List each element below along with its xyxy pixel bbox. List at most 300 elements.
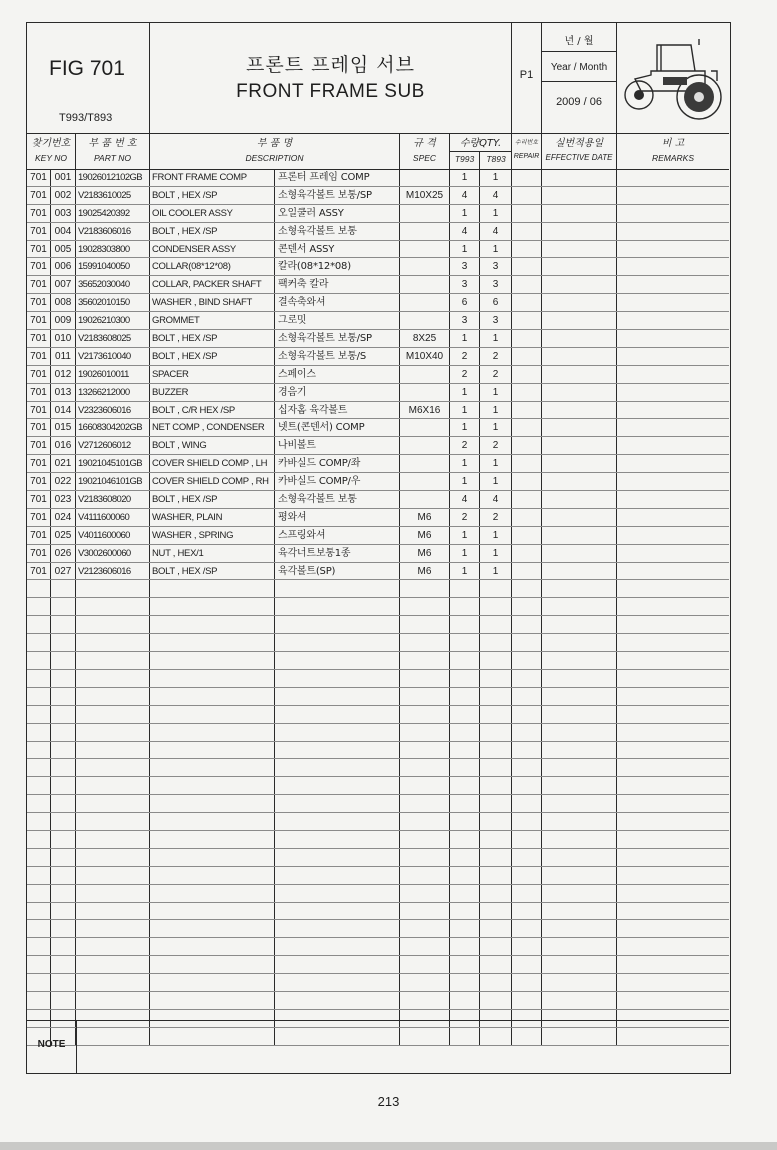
empty-table-row	[27, 580, 729, 598]
row-key-no	[51, 813, 76, 830]
row-spec	[400, 312, 450, 329]
row-spec	[400, 241, 450, 258]
row-description-en: BUZZER	[150, 384, 275, 401]
divider	[542, 51, 616, 52]
row-repair	[512, 795, 542, 812]
row-remarks	[617, 241, 729, 258]
row-remarks	[617, 974, 729, 991]
row-repair	[512, 706, 542, 723]
empty-table-row	[27, 706, 729, 724]
row-qty-t893	[480, 742, 512, 759]
table-row	[27, 455, 729, 473]
row-effective-date	[542, 938, 617, 955]
row-fig-no: 701	[27, 473, 51, 490]
row-effective-date	[542, 437, 617, 454]
row-fig-no: 701	[27, 169, 51, 186]
row-qty-t993: 1	[450, 241, 480, 258]
row-effective-date	[542, 831, 617, 848]
row-remarks	[617, 473, 729, 490]
row-qty-t993	[450, 759, 480, 776]
row-qty-t993: 6	[450, 294, 480, 311]
row-description-en	[150, 652, 275, 669]
row-fig-no: 701	[27, 402, 51, 419]
row-description-en: COVER SHIELD COMP , RH	[150, 473, 275, 490]
row-fig-no	[27, 903, 51, 920]
row-qty-t893	[480, 885, 512, 902]
row-qty-t993	[450, 724, 480, 741]
row-effective-date	[542, 205, 617, 222]
row-remarks	[617, 813, 729, 830]
row-key-no	[51, 742, 76, 759]
row-qty-t993	[450, 849, 480, 866]
row-repair	[512, 455, 542, 472]
empty-table-row	[27, 742, 729, 760]
row-fig-no: 701	[27, 276, 51, 293]
row-qty-t893: 1	[480, 419, 512, 436]
row-description-ko: 경음기	[275, 384, 400, 401]
row-description-ko	[275, 795, 400, 812]
row-description-ko	[275, 759, 400, 776]
row-qty-t993	[450, 885, 480, 902]
row-spec	[400, 795, 450, 812]
row-remarks	[617, 724, 729, 741]
row-effective-date	[542, 545, 617, 562]
row-spec	[400, 169, 450, 186]
row-qty-t893: 1	[480, 563, 512, 580]
col-description	[150, 133, 400, 169]
row-description-en	[150, 992, 275, 1009]
row-spec	[400, 223, 450, 240]
row-remarks	[617, 419, 729, 436]
row-spec	[400, 491, 450, 508]
row-spec: M6	[400, 509, 450, 526]
empty-table-row	[27, 992, 729, 1010]
row-description-en: WASHER , SPRING	[150, 527, 275, 544]
row-part-no: V2323606016	[76, 402, 150, 419]
row-description-ko: 육각볼트(SP)	[275, 563, 400, 580]
empty-table-row	[27, 759, 729, 777]
row-qty-t993	[450, 580, 480, 597]
row-repair	[512, 205, 542, 222]
row-qty-t893: 4	[480, 223, 512, 240]
row-spec	[400, 903, 450, 920]
empty-table-row	[27, 831, 729, 849]
row-part-no: 35602010150	[76, 294, 150, 311]
row-key-no: 009	[51, 312, 76, 329]
row-qty-t993	[450, 831, 480, 848]
row-spec: M10X40	[400, 348, 450, 365]
row-effective-date	[542, 402, 617, 419]
row-spec	[400, 366, 450, 383]
table-row	[27, 527, 729, 545]
fig-number: FIG 701	[49, 57, 125, 80]
row-effective-date	[542, 330, 617, 347]
row-repair	[512, 974, 542, 991]
col-spec-en: SPEC	[412, 153, 437, 163]
row-remarks	[617, 348, 729, 365]
row-spec	[400, 294, 450, 311]
col-qty	[450, 133, 512, 169]
col-part-no	[76, 133, 150, 169]
row-repair	[512, 616, 542, 633]
row-effective-date	[542, 742, 617, 759]
row-part-no	[76, 903, 150, 920]
row-fig-no: 701	[27, 294, 51, 311]
row-effective-date	[542, 616, 617, 633]
row-effective-date	[542, 688, 617, 705]
row-part-no	[76, 974, 150, 991]
row-description-ko: 칼라(08*12*08)	[275, 258, 400, 275]
row-fig-no	[27, 670, 51, 687]
parts-list-sheet	[26, 22, 731, 1074]
row-spec	[400, 455, 450, 472]
col-repair-en: REPAIR	[513, 153, 540, 160]
col-remarks-ko: 비 고	[661, 138, 685, 149]
row-part-no: 19021045101GB	[76, 455, 150, 472]
row-effective-date	[542, 491, 617, 508]
row-qty-t993	[450, 903, 480, 920]
row-spec	[400, 634, 450, 651]
row-qty-t993: 2	[450, 366, 480, 383]
row-repair	[512, 688, 542, 705]
row-repair	[512, 903, 542, 920]
row-qty-t993	[450, 956, 480, 973]
row-spec	[400, 992, 450, 1009]
row-description-ko	[275, 974, 400, 991]
row-description-en	[150, 634, 275, 651]
row-key-no	[51, 920, 76, 937]
row-spec	[400, 831, 450, 848]
table-row	[27, 491, 729, 509]
row-part-no: V4011600060	[76, 527, 150, 544]
row-key-no: 006	[51, 258, 76, 275]
row-description-en	[150, 795, 275, 812]
row-description-ko: 소형육각볼트 보통	[275, 223, 400, 240]
row-qty-t893	[480, 634, 512, 651]
row-part-no: V2183610025	[76, 187, 150, 204]
row-remarks	[617, 437, 729, 454]
row-part-no: 13266212000	[76, 384, 150, 401]
row-effective-date	[542, 473, 617, 490]
row-qty-t993	[450, 742, 480, 759]
row-description-ko	[275, 616, 400, 633]
row-repair	[512, 384, 542, 401]
empty-table-row	[27, 956, 729, 974]
row-repair	[512, 670, 542, 687]
row-qty-t993	[450, 867, 480, 884]
row-repair	[512, 330, 542, 347]
col-repair	[512, 133, 542, 169]
row-fig-no	[27, 706, 51, 723]
row-description-en: GROMMET	[150, 312, 275, 329]
row-part-no	[76, 652, 150, 669]
empty-table-row	[27, 670, 729, 688]
table-row	[27, 312, 729, 330]
row-key-no	[51, 777, 76, 794]
row-remarks	[617, 330, 729, 347]
row-key-no	[51, 795, 76, 812]
row-remarks	[617, 903, 729, 920]
row-key-no	[51, 849, 76, 866]
row-fig-no	[27, 992, 51, 1009]
row-remarks	[617, 777, 729, 794]
row-part-no: 19025420392	[76, 205, 150, 222]
row-spec	[400, 849, 450, 866]
table-row	[27, 205, 729, 223]
row-qty-t993: 1	[450, 563, 480, 580]
row-fig-no	[27, 759, 51, 776]
row-remarks	[617, 670, 729, 687]
row-part-no	[76, 706, 150, 723]
row-key-no: 027	[51, 563, 76, 580]
row-fig-no: 701	[27, 223, 51, 240]
empty-table-row	[27, 724, 729, 742]
col-part-no-ko: 부 품 번 호	[88, 138, 137, 149]
page-cell	[512, 23, 542, 133]
row-repair	[512, 724, 542, 741]
row-effective-date	[542, 312, 617, 329]
row-qty-t993: 1	[450, 419, 480, 436]
row-part-no: V2712606012	[76, 437, 150, 454]
row-description-ko: 소형육각볼트 보통/S	[275, 348, 400, 365]
row-description-ko	[275, 938, 400, 955]
col-key-no-ko: 찾기번호	[31, 138, 71, 149]
row-key-no	[51, 903, 76, 920]
row-description-ko: 콘덴서 ASSY	[275, 241, 400, 258]
row-description-en	[150, 688, 275, 705]
row-repair	[512, 992, 542, 1009]
col-spec-ko: 규 격	[413, 138, 436, 149]
row-description-en: BOLT , C/R HEX /SP	[150, 402, 275, 419]
row-key-no: 011	[51, 348, 76, 365]
row-remarks	[617, 527, 729, 544]
row-effective-date	[542, 634, 617, 651]
row-repair	[512, 241, 542, 258]
row-repair	[512, 545, 542, 562]
row-effective-date	[542, 348, 617, 365]
row-qty-t993: 4	[450, 491, 480, 508]
row-fig-no	[27, 634, 51, 651]
row-qty-t893: 2	[480, 509, 512, 526]
row-spec	[400, 920, 450, 937]
row-repair	[512, 402, 542, 419]
row-spec	[400, 742, 450, 759]
row-fig-no: 701	[27, 205, 51, 222]
row-part-no	[76, 867, 150, 884]
row-qty-t893	[480, 831, 512, 848]
row-description-en	[150, 777, 275, 794]
row-effective-date	[542, 419, 617, 436]
row-spec	[400, 670, 450, 687]
row-qty-t993: 1	[450, 473, 480, 490]
row-remarks	[617, 956, 729, 973]
row-effective-date	[542, 384, 617, 401]
row-key-no: 014	[51, 402, 76, 419]
row-remarks	[617, 598, 729, 615]
row-spec	[400, 706, 450, 723]
row-remarks	[617, 312, 729, 329]
row-fig-no: 701	[27, 187, 51, 204]
row-description-en	[150, 724, 275, 741]
row-remarks	[617, 366, 729, 383]
table-row	[27, 169, 729, 187]
row-key-no	[51, 670, 76, 687]
row-effective-date	[542, 187, 617, 204]
row-spec	[400, 205, 450, 222]
row-remarks	[617, 563, 729, 580]
row-qty-t893: 4	[480, 491, 512, 508]
row-qty-t993: 4	[450, 223, 480, 240]
row-remarks	[617, 759, 729, 776]
row-spec	[400, 867, 450, 884]
row-key-no: 022	[51, 473, 76, 490]
row-remarks	[617, 849, 729, 866]
row-qty-t993	[450, 598, 480, 615]
row-qty-t893: 3	[480, 312, 512, 329]
row-qty-t993	[450, 616, 480, 633]
row-description-ko	[275, 706, 400, 723]
row-spec	[400, 974, 450, 991]
row-repair	[512, 652, 542, 669]
row-effective-date	[542, 527, 617, 544]
note-label: NOTE	[27, 1021, 77, 1074]
row-part-no: 19021046101GB	[76, 473, 150, 490]
row-part-no	[76, 616, 150, 633]
row-fig-no: 701	[27, 545, 51, 562]
row-description-en: BOLT , WING	[150, 437, 275, 454]
row-spec	[400, 437, 450, 454]
row-qty-t893	[480, 598, 512, 615]
row-part-no: V4111600060	[76, 509, 150, 526]
row-effective-date	[542, 885, 617, 902]
col-qty-title-cell	[450, 133, 511, 152]
row-effective-date	[542, 777, 617, 794]
row-description-en: NET COMP , CONDENSER	[150, 419, 275, 436]
row-effective-date	[542, 169, 617, 186]
row-qty-t893: 4	[480, 187, 512, 204]
row-qty-t993	[450, 813, 480, 830]
row-description-ko	[275, 885, 400, 902]
row-effective-date	[542, 366, 617, 383]
row-qty-t893: 1	[480, 455, 512, 472]
col-part-no-en: PART NO	[94, 153, 131, 163]
row-key-no: 003	[51, 205, 76, 222]
table-row	[27, 563, 729, 581]
table-row	[27, 366, 729, 384]
row-fig-no: 701	[27, 330, 51, 347]
empty-table-row	[27, 849, 729, 867]
row-spec	[400, 813, 450, 830]
row-remarks	[617, 652, 729, 669]
row-qty-t993	[450, 938, 480, 955]
row-key-no	[51, 616, 76, 633]
row-description-ko	[275, 742, 400, 759]
table-row	[27, 223, 729, 241]
row-spec: M6	[400, 545, 450, 562]
row-qty-t993: 3	[450, 276, 480, 293]
row-part-no	[76, 920, 150, 937]
row-spec	[400, 777, 450, 794]
title-cell	[150, 23, 512, 133]
row-repair	[512, 813, 542, 830]
row-fig-no	[27, 831, 51, 848]
row-qty-t893: 6	[480, 294, 512, 311]
row-part-no	[76, 580, 150, 597]
row-qty-t893: 2	[480, 366, 512, 383]
note-section	[27, 1020, 729, 1074]
row-qty-t893	[480, 974, 512, 991]
row-description-en	[150, 831, 275, 848]
row-description-en: SPACER	[150, 366, 275, 383]
row-key-no: 016	[51, 437, 76, 454]
row-key-no: 025	[51, 527, 76, 544]
title-english: FRONT FRAME SUB	[236, 81, 425, 102]
row-remarks	[617, 509, 729, 526]
row-spec: M6X16	[400, 402, 450, 419]
row-remarks	[617, 294, 729, 311]
row-qty-t993: 1	[450, 330, 480, 347]
row-remarks	[617, 580, 729, 597]
row-effective-date	[542, 992, 617, 1009]
row-spec	[400, 258, 450, 275]
col-qty-t893-label: T893	[486, 154, 506, 164]
row-key-no: 002	[51, 187, 76, 204]
row-description-ko: 결속축와셔	[275, 294, 400, 311]
row-description-en	[150, 956, 275, 973]
row-qty-t893	[480, 724, 512, 741]
row-effective-date	[542, 652, 617, 669]
row-effective-date	[542, 849, 617, 866]
row-effective-date	[542, 903, 617, 920]
row-part-no	[76, 956, 150, 973]
row-spec: 8X25	[400, 330, 450, 347]
row-spec	[400, 759, 450, 776]
row-description-en: WASHER, PLAIN	[150, 509, 275, 526]
row-qty-t993	[450, 777, 480, 794]
row-qty-t893: 1	[480, 169, 512, 186]
row-qty-t993	[450, 920, 480, 937]
table-row	[27, 545, 729, 563]
row-fig-no	[27, 867, 51, 884]
row-description-ko: 프론터 프레임 COMP	[275, 169, 400, 186]
row-repair	[512, 419, 542, 436]
row-effective-date	[542, 455, 617, 472]
row-fig-no	[27, 580, 51, 597]
row-fig-no: 701	[27, 258, 51, 275]
empty-table-row	[27, 652, 729, 670]
row-description-ko	[275, 920, 400, 937]
row-qty-t893	[480, 706, 512, 723]
row-description-en	[150, 920, 275, 937]
row-description-en	[150, 742, 275, 759]
row-description-en	[150, 867, 275, 884]
row-remarks	[617, 634, 729, 651]
row-fig-no	[27, 849, 51, 866]
sheet-page-number: P1	[519, 69, 534, 81]
row-description-ko	[275, 580, 400, 597]
row-qty-t893: 2	[480, 348, 512, 365]
col-qty-t993	[450, 151, 480, 169]
row-repair	[512, 491, 542, 508]
row-part-no: 35652030040	[76, 276, 150, 293]
row-qty-t993: 1	[450, 402, 480, 419]
row-repair	[512, 867, 542, 884]
col-key-no	[27, 133, 76, 169]
row-repair	[512, 920, 542, 937]
row-qty-t993	[450, 652, 480, 669]
row-key-no	[51, 652, 76, 669]
row-fig-no	[27, 813, 51, 830]
